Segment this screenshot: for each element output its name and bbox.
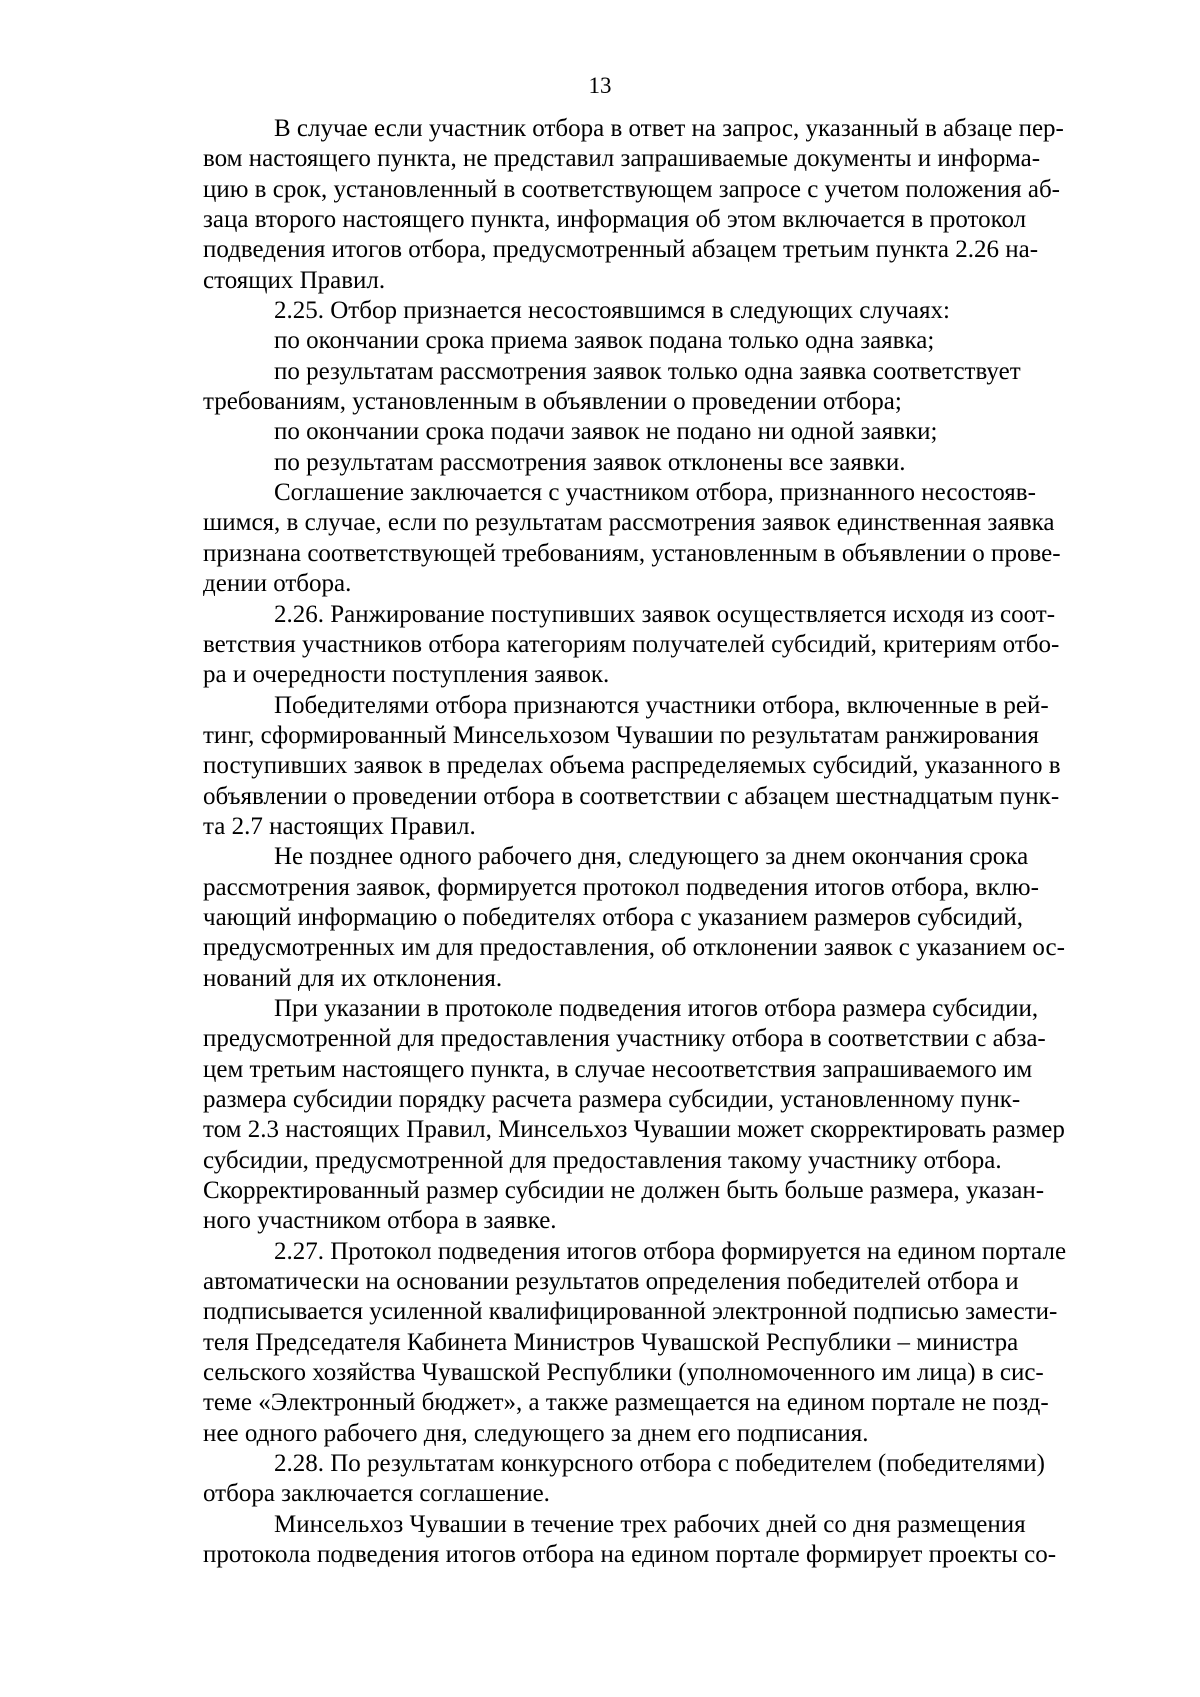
paragraph: 2.28. По результатам конкурсного отбора с победителем (победителями) отбора заключается соглашение. <box>203 1450 1045 1508</box>
paragraph: по результатам рассмотрения заявок только одна заявка соответствует требованиям, установленным в объявлении о проведении отбора; <box>203 357 1021 416</box>
paragraph: 2.26. Ранжирование поступивших заявок осуществляется исходя из соот- ветствия участников отбора категориям получателей субсидий, критериям отбо- ра и очередности поступления заявок. <box>203 600 1060 689</box>
paragraph: Соглашение заключается с участником отбора, признанного несостояв- шимся, в случае, если по результатам рассмотрения заявок единственная заявка признана соответствующей требованиям, установленным в объявлении о прове- дении отбора. <box>203 479 1061 598</box>
paragraph: 2.27. Протокол подведения итогов отбора формируется на едином портале автоматически на основании результатов определения победителей отбора и подписывается усиленной квалифицированной электронной подписью замести- теля Председателя Кабинета Министров Чувашской Республики – министра сельского хозяйства Чувашской Республики (уполномоченного им лица) в сис- теме «Электронный бюджет», а также размещается на едином портале не позд- нее одного рабочего дня, следующего за днем его подписания. <box>203 1237 1067 1447</box>
paragraph: по окончании срока подачи заявок не подано ни одной заявки; <box>274 418 938 446</box>
paragraph: по окончании срока приема заявок подана только одна заявка; <box>274 327 935 355</box>
paragraph: Победителями отбора признаются участники отбора, включенные в рей- тинг, сформированный Минсельхозом Чувашии по результатам ранжирования поступивших заявок в пределах объема распределяемых субсидий, указанного в объявлении о проведении отбора в соответствии с абзацем шестнадцатым пунк- та 2.7 настоящих Правил. <box>203 691 1061 840</box>
paragraph: 2.25. Отбор признается несостоявшимся в следующих случаях: <box>274 297 950 325</box>
paragraph: В случае если участник отбора в ответ на запрос, указанный в абзаце пер- вом настоящего пункта, не представил запрашиваемые документы и информа- цию в срок, установленный в соответствующем запросе с учетом положения аб- заца второго настоящего пункта, информация об этом включается в протокол подведения итогов отбора, предусмотренный абзацем третьим пункта 2.26 на- стоящих Правил. <box>203 115 1064 294</box>
document-body <box>203 114 1120 1571</box>
paragraph: Минсельхоз Чувашии в течение трех рабочих дней со дня размещения протокола подведения итогов отбора на едином портале формирует проекты со- <box>203 1510 1057 1569</box>
paragraph: Не позднее одного рабочего дня, следующего за днем окончания срока рассмотрения заявок, формируется протокол подведения итогов отбора, вклю- чающий информацию о победителях отбора с указанием размеров субсидий, предусмотренных им для предоставления, об отклонении заявок с указанием ос- нований для их отклонения. <box>203 843 1065 992</box>
paragraph: При указании в протоколе подведения итогов отбора размера субсидии, предусмотренной для предоставления участнику отбора в соответствии с абза- цем третьим настоящего пункта, в случае несоответствия запрашиваемого им размера субсидии порядку расчета размера субсидии, установленному пунк- том 2.3 настоящих Правил, Минсельхоз Чувашии может скорректировать размер субсидии, предусмотренной для предоставления такому участнику отбора. Скорректированный размер субсидии не должен быть больше размера, указан- ного участником отбора в заявке. <box>203 994 1065 1235</box>
page-number: 13 <box>588 73 612 98</box>
paragraph: по результатам рассмотрения заявок отклонены все заявки. <box>274 448 906 476</box>
